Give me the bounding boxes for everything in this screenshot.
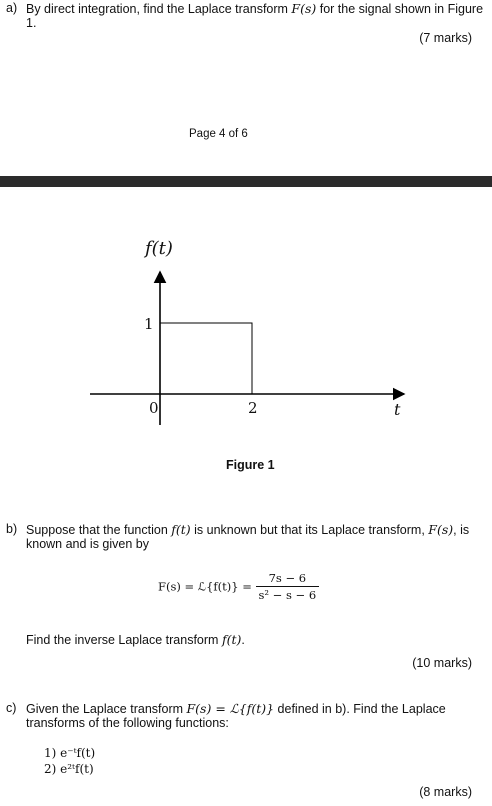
part-a-label: a) <box>6 1 18 15</box>
part-a-marks: (7 marks) <box>419 31 472 45</box>
part-c-question-line2: transforms of the following functions: <box>26 716 229 730</box>
part-b-marks: (10 marks) <box>412 656 472 670</box>
part-b-question-line2: known and is given by <box>26 537 149 551</box>
figure-y-tick-1: 1 <box>144 315 154 333</box>
figure-x-tick-0: 0 <box>149 399 159 417</box>
equation-fraction <box>256 571 320 602</box>
part-a-question: By direct integration, find the Laplace transform F(s) for the signal shown in Figure <box>26 1 484 16</box>
equation-lhs: F(s) = ℒ{f(t)} = <box>158 579 252 594</box>
figure-y-label: f(t) <box>145 238 173 259</box>
figure-x-label: t <box>394 400 401 419</box>
part-b-question: Suppose that the function f(t) is unknown but that its Laplace transform, F(s), is <box>26 522 470 537</box>
part-c-marks: (8 marks) <box>419 785 472 799</box>
part-c-question: Given the Laplace transform F(s) = ℒ{f(t)} defined in b). Find the Laplace <box>26 701 446 716</box>
figure-1-graph <box>0 230 492 430</box>
part-b-find: Find the inverse Laplace transform f(t). <box>26 632 245 647</box>
page-divider <box>0 176 492 187</box>
part-a-question-line2: 1. <box>26 16 37 30</box>
part-c-item-2: 2) e²ᵗf(t) <box>44 762 94 776</box>
figure-caption: Figure 1 <box>226 458 275 472</box>
part-b-label: b) <box>6 522 18 536</box>
equation <box>158 571 319 602</box>
pulse-signal <box>160 323 252 394</box>
equation-denominator: s² − s − 6 <box>258 588 317 602</box>
part-c-label: c) <box>6 701 17 715</box>
figure-x-tick-2: 2 <box>248 399 258 417</box>
part-c-item-1: 1) e⁻ᵗf(t) <box>44 746 96 760</box>
equation-numerator: 7s − 6 <box>256 571 320 587</box>
page-footer: Page 4 of 6 <box>189 128 248 140</box>
